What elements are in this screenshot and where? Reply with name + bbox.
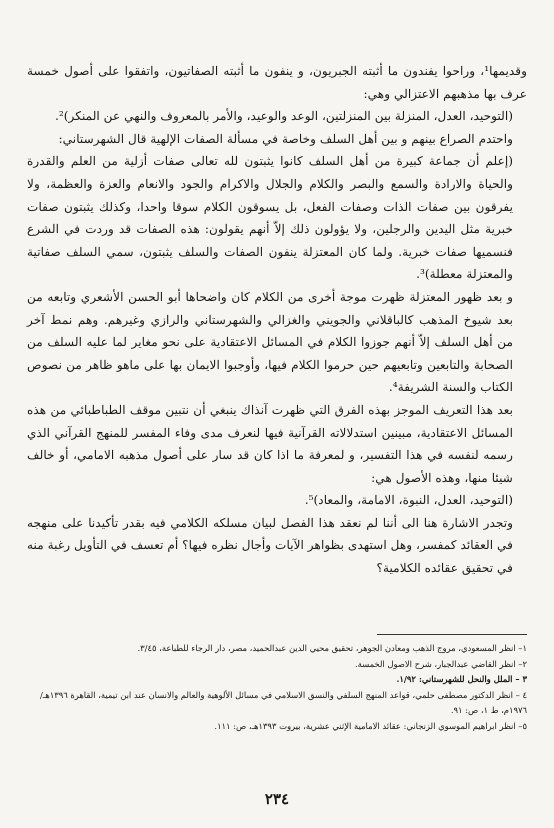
paragraph: واحتدم الصراع بينهم و بين أهل السلف وخاصة في مسألة الصفات الإلهية قال الشهرستاني: — [58, 131, 513, 146]
main-text — [27, 60, 527, 580]
paragraph: (إعلم أن جماعة كبيرة من أهل السلف كانوا يثبتون لله تعالى صفات أزلية من العلم والقدرة والحياة والارادة والسمع والبصر والكلام والجلال والاكرام والجود والانعام والعزة والعظمة، ولا يفرقون بين صفات الذات وصفات الفعل، بل يسوقون الكلام سوقا واحدا، وكذلك يثبتون صفات خبرية مثل اليدين والرجلين، ولا يؤولون ذلك إلاّ أنهم يقولون: هذه الصفات قد وردت في الشرع فنسميها صفات خبرية. ولما كان المعتزلة ينفون الصفات والسلف يثبتون، سمي السلف صفاتية والمعتزلة معطلة)³. — [27, 154, 513, 282]
footnote-divider — [377, 634, 527, 635]
footnotes — [27, 641, 527, 735]
footnote: ٢– انظر القاضي عبدالجبار، شرح الاصول الخمسة. — [354, 658, 527, 669]
paragraph: و بعد ظهور المعتزلة ظهرت موجة أخرى من الكلام كان واضحاها أبو الحسن الأشعري وتابعه من بعد شيوخ المذهب كالباقلاني والجويني والغزالي والشهرستاني والرازي وغيرهم. وهم نمط آخر من أهل السلف إلاّ أنهم جوزوا الكلام في المسائل الاعتقادية على نحو مغاير لما عليه السلف من الصحابة والتابعين وتابعيهم حين حرموا الكلام فيها، وأوجبوا الايمان بها على ماهو ظاهر من نصوص الكتاب والسنة الشريفة⁴. — [27, 289, 513, 395]
footnote: ٥– انظر ابراهيم الموسوي الزنجاني: عقائد الامامية الإثني عشرية، بيروت ١٣٩٣هـ، ص: ١١١. — [214, 720, 527, 731]
footnote: ٤ – انظر الدكتور مصطفى حلمي، قواعد المنهج السلفي والنسق الاسلامي في مسائل الألوهية والعالم والانسان عند ابن تيمية، القاهرة ١٣٩٦هـ/١٩٧٦م، ط ١، ص: ٩١. — [40, 689, 527, 716]
paragraph: وتجدر الاشارة هنا الى أننا لم نعقد هذا الفصل لبيان مسلكه الكلامي فيه بقدر تأكيدنا على منهجه في العقائد كمفسر، وهل استهدى بظواهر الآيات وأجال نظره فيها؟ أم تعسف في التأويل رغبة منه في تحقيق عقائده الكلامية؟ — [27, 515, 513, 576]
paragraph: (التوحيد، العدل، المنزلة بين المنزلتين، الوعد والوعيد، والأمر بالمعروف والنهي عن المنكر)². — [55, 109, 513, 124]
paragraph: (التوحيد، العدل، النبوة، الامامة، والمعاد)⁵. — [304, 493, 513, 508]
footnote: ١– انظر المسعودي، مروج الذهب ومعادن الجوهر، تحقيق محيي الدين عبدالحميد، مصر، دار الرجاء للطباعة، ٣/٤٥. — [137, 643, 527, 653]
footnote: ٣ – الملل والنحل للشهرستاني: ١/٩٢. — [396, 674, 527, 685]
paragraph: وقديمها¹، وراحوا يفندون ما أثبته الجبريون، و ينفون ما أثبته الصفاتيون، واتفقوا على أصول خمسة عرف بها مذهبهم الاعتزالي وهي: — [27, 64, 527, 101]
page-number: ٢٣٤ — [264, 790, 290, 808]
paragraph: بعد هذا التعريف الموجز بهذه الفرق التي ظهرت آنذاك ينبغي أن نتبين موقف الطباطبائي من هذه المسائل الاعتقادية، مبينين استدلالاته القرآنية فيها لنعرف مدى وفاء المفسر للمنهج القرآني الذي رسمه لنفسه في هذا التفسير، و لمعرفة ما اذا كان قد سار على أصول مذهبه الامامي، أو خالف شيئا منها، وهذه الأصول هي: — [27, 402, 513, 485]
